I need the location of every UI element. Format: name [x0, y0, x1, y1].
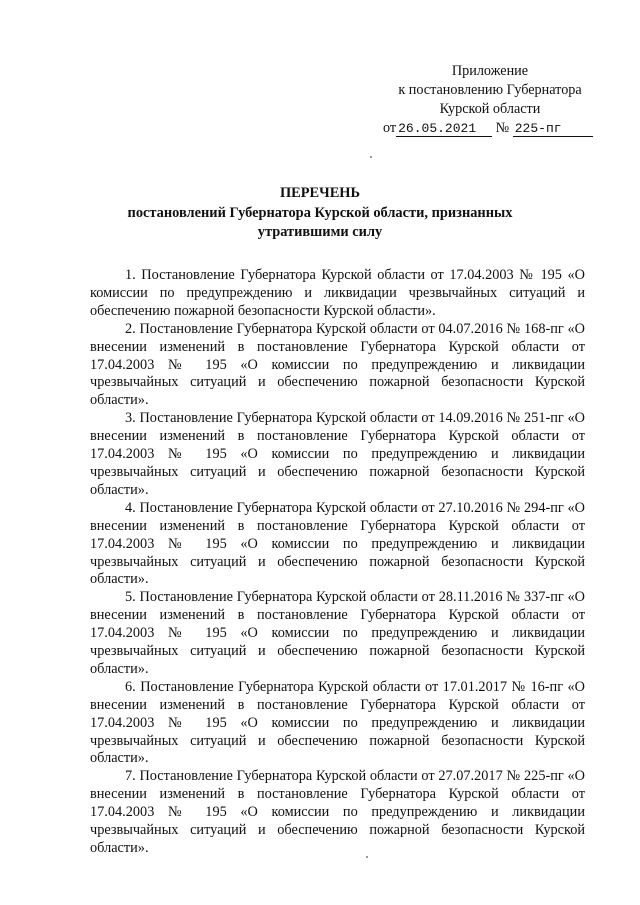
list-item: 2. Постановление Губернатора Курской области от 04.07.2016 № 168-пг «О внесении изменений в постановление Губернатора Курской области от 17.04.2003 № 195 «О комиссии по предупреждению и ликвидации чрезвычайных ситуаций и обеспечению пожарной безопасности Курской области». — [90, 320, 585, 409]
appendix-region: Курской области — [439, 101, 541, 117]
list-item: 4. Постановление Губернатора Курской области от 27.10.2016 № 294-пг «О внесении изменений в постановление Губернатора Курской области от 17.04.2003 № 195 «О комиссии по предупреждению и ликвидации чрезвычайных ситуаций и обеспечению пожарной безопасности Курской области». — [90, 499, 585, 588]
appendix-block — [380, 62, 600, 138]
title-subheading: постановлений Губернатора Курской области, признанных — [127, 204, 513, 221]
list-item: 3. Постановление Губернатора Курской области от 14.09.2016 № 251-пг «О внесении изменений в постановление Губернатора Курской области от 17.04.2003 № 195 «О комиссии по предупреждению и ликвидации чрезвычайных ситуаций и обеспечению пожарной безопасности Курской области». — [90, 410, 585, 498]
scan-speck — [366, 856, 368, 858]
decree-list — [90, 267, 585, 858]
list-item: 5. Постановление Губернатора Курской области от 28.11.2016 № 337-пг «О внесении изменений в постановление Губернатора Курской области от 17.04.2003 № 195 «О комиссии по предупреждению и ликвидации чрезвычайных ситуаций и обеспечению пожарной безопасности Курской области». — [90, 589, 585, 677]
decree-date: 26.05.2021 — [396, 121, 492, 137]
decree-number: 225-пг — [513, 121, 593, 137]
title-subheading-continued: утратившими силу — [257, 224, 383, 240]
document-title — [90, 184, 550, 243]
list-item: 6. Постановление Губернатора Курской области от 17.01.2017 № 16-пг «О внесении изменений в постановление Губернатора Курской области от 17.04.2003 № 195 «О комиссии по предупреждению и ликвидации чрезвычайных ситуаций и обеспечению пожарной безопасности Курской области». — [90, 678, 585, 767]
scan-speck — [370, 156, 372, 158]
date-prefix: от — [383, 120, 397, 136]
list-item: 1. Постановление Губернатора Курской области от 17.04.2003 № 195 «О комиссии по предупреждению и ликвидации чрезвычайных ситуаций и обеспечению пожарной безопасности Курской области». — [90, 267, 585, 319]
appendix-reference: к постановлению Губернатора — [398, 82, 582, 98]
title-heading: ПЕРЕЧЕНЬ — [279, 185, 361, 201]
appendix-title: Приложение — [451, 63, 529, 79]
appendix-date-line — [383, 119, 600, 138]
list-item: 7. Постановление Губернатора Курской области от 27.07.2017 № 225-пг «О внесении изменений в постановление Губернатора Курской области от 17.04.2003 № 195 «О комиссии по предупреждению и ликвидации чрезвычайных ситуаций и обеспечению пожарной безопасности Курской области». — [90, 768, 585, 856]
number-prefix: № — [495, 120, 510, 136]
